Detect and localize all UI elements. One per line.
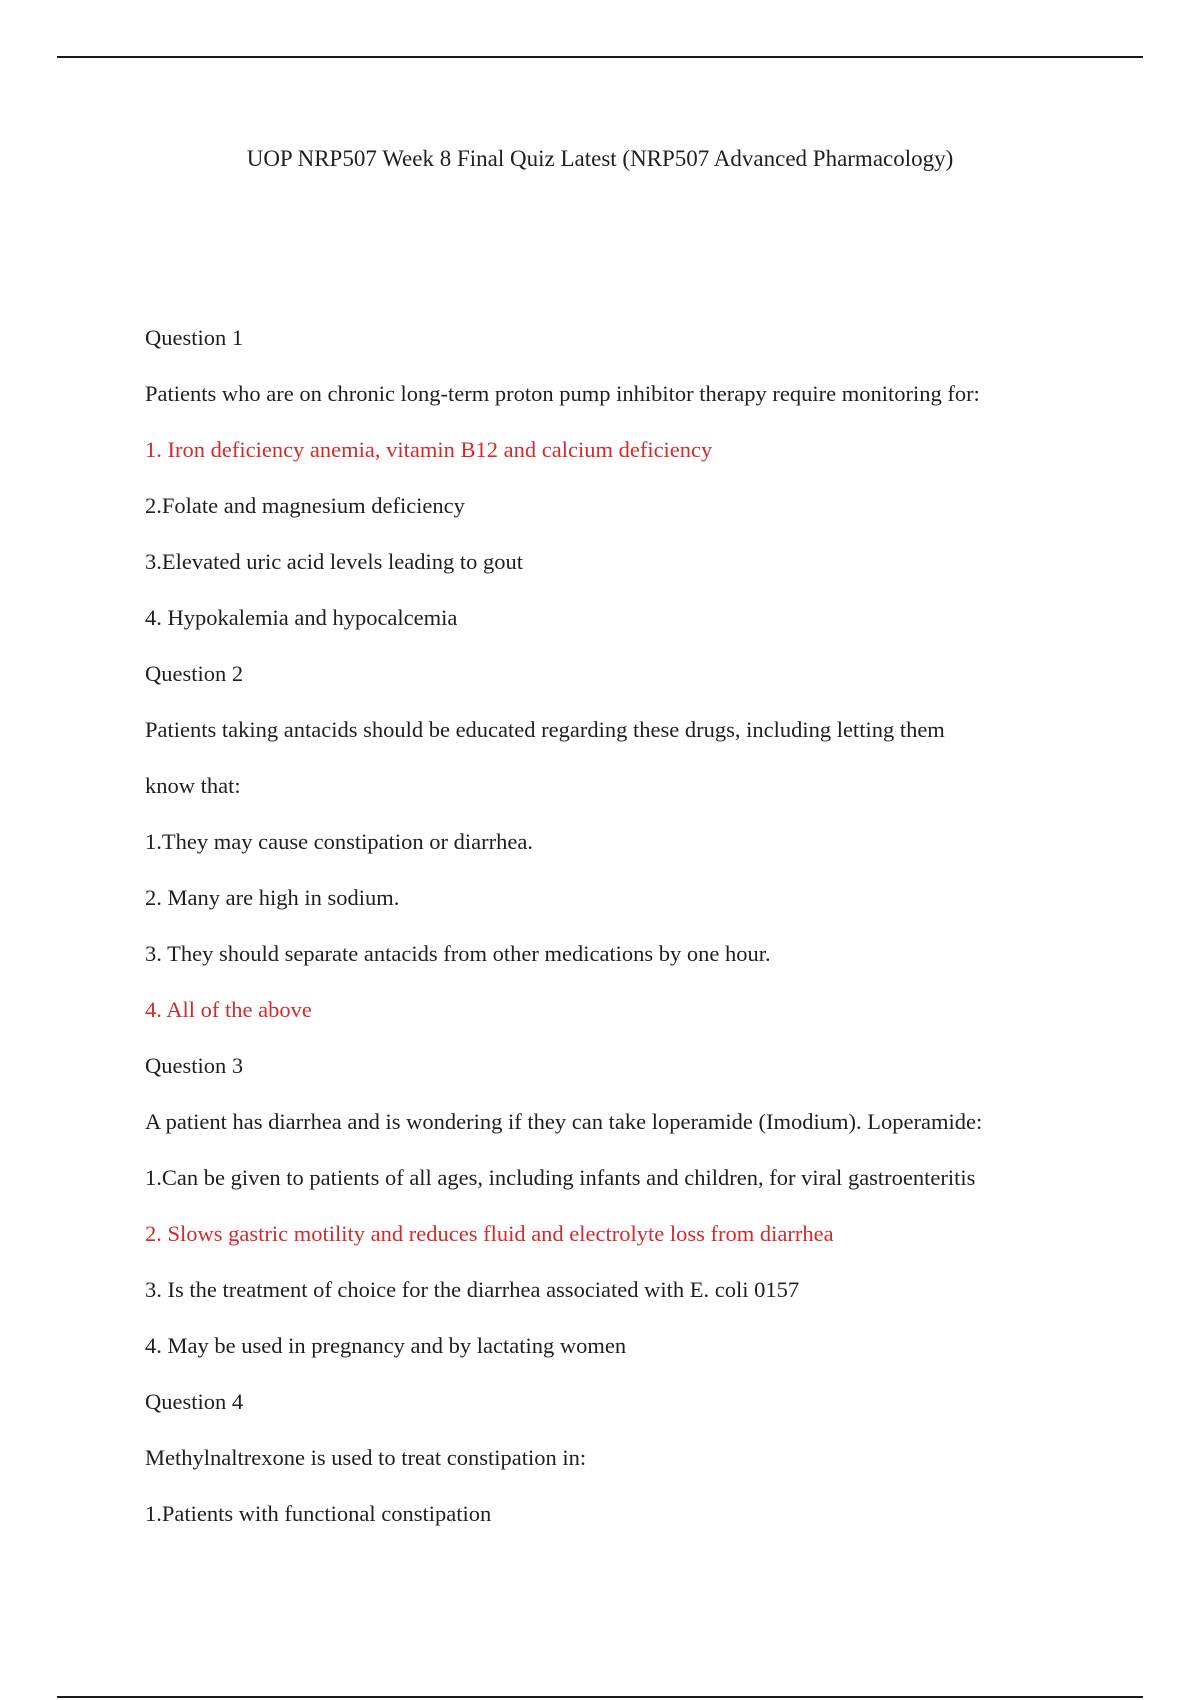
quiz-content: [145, 310, 1095, 1542]
question-prompt: Methylnaltrexone is used to treat constipation in:: [145, 1445, 587, 1470]
top-rule: [57, 56, 1143, 58]
answer-option: 4. Hypokalemia and hypocalcemia: [145, 605, 458, 630]
question-heading: Question 4: [145, 1389, 244, 1414]
bottom-rule: [57, 1696, 1143, 1698]
answer-option: 2. Many are high in sodium.: [145, 885, 400, 910]
answer-option: 1.Can be given to patients of all ages, including infants and children, for viral gastroenteritis: [145, 1165, 976, 1190]
question-heading: Question 3: [145, 1053, 244, 1078]
correct-answer-option: 1. Iron deficiency anemia, vitamin B12 and calcium deficiency: [145, 437, 713, 462]
correct-answer-option: 2. Slows gastric motility and reduces fluid and electrolyte loss from diarrhea: [145, 1221, 834, 1246]
answer-option: 4. May be used in pregnancy and by lactating women: [145, 1333, 627, 1358]
document-title: UOP NRP507 Week 8 Final Quiz Latest (NRP507 Advanced Pharmacology): [246, 146, 954, 171]
question-prompt: A patient has diarrhea and is wondering if they can take loperamide (Imodium). Loperamide:: [145, 1109, 983, 1134]
question-heading: Question 2: [145, 661, 244, 686]
answer-option: 3. Is the treatment of choice for the diarrhea associated with E. coli 0157: [145, 1277, 800, 1302]
question-prompt: Patients taking antacids should be educated regarding these drugs, including letting them: [145, 717, 945, 742]
answer-option: 3.Elevated uric acid levels leading to gout: [145, 549, 523, 574]
answer-option: 2.Folate and magnesium deficiency: [145, 493, 465, 518]
question-prompt: Patients who are on chronic long-term proton pump inhibitor therapy require monitoring for:: [145, 381, 980, 406]
answer-option: 1.Patients with functional constipation: [145, 1501, 492, 1526]
correct-answer-option: 4. All of the above: [145, 997, 312, 1022]
answer-option: 3. They should separate antacids from other medications by one hour.: [145, 941, 771, 966]
answer-option: 1.They may cause constipation or diarrhea.: [145, 829, 533, 854]
question-heading: Question 1: [145, 325, 244, 350]
question-prompt: know that:: [145, 773, 241, 798]
